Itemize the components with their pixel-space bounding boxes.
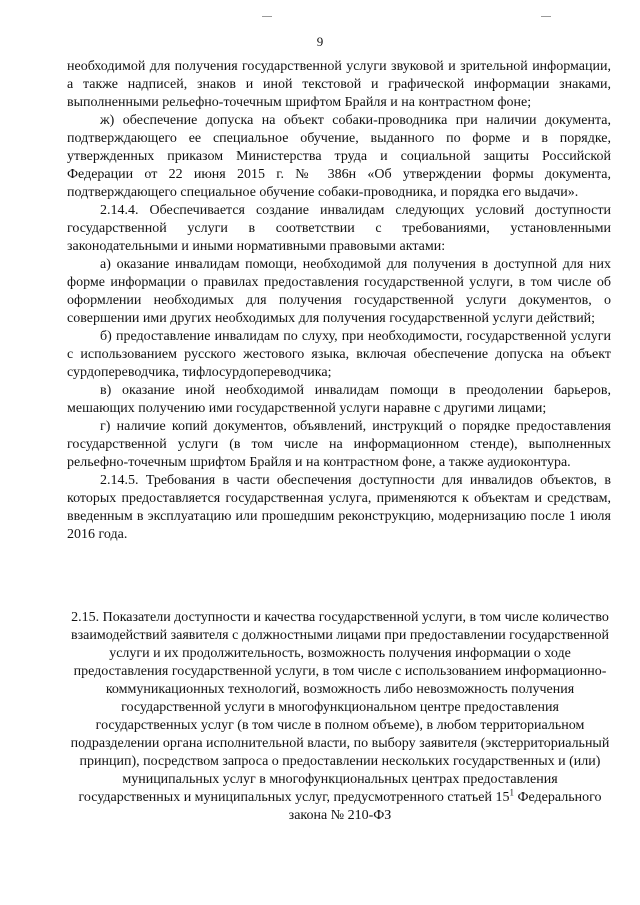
- scan-artifact: [541, 16, 551, 17]
- paragraph: необходимой для получения государственной услуги звуковой и зрительной информации, а также надписей, знаков и иной текстовой и графической информации знаками, выполненными рельефно-точечным шрифтом Брайля и на контрастном фоне;: [67, 59, 611, 110]
- page-number: 9: [316, 34, 324, 49]
- paragraph: 2.14.4. Обеспечивается создание инвалидам следующих условий доступности государственной услуги в соответствии с требованиями, установленными законодательными и иными нормативными правовыми актами:: [67, 203, 611, 254]
- section-heading-superscript: 1: [509, 787, 514, 798]
- body-text: [67, 58, 611, 544]
- paragraph: 2.14.5. Требования в части обеспечения доступности для инвалидов объектов, в которых предоставляется государственная услуга, применяются к объектам и средствам, введенным в эксплуатацию или прошедшим реконструкцию, модернизацию после 1 июля 2016 года.: [67, 473, 611, 542]
- scan-artifact: [262, 16, 272, 17]
- paragraph: а) оказание инвалидам помощи, необходимой для получения в доступной для них форме информации о правилах предоставления государственной услуги, в том числе об оформлении необходимых для получения государственной услуги документов, о совершении ими других необходимых для получения государственной услуги действий;: [67, 257, 611, 326]
- paragraph: в) оказание иной необходимой инвалидам помощи в преодолении барьеров, мешающих получению ими государственной услуги наравне с другими лицами;: [67, 383, 611, 416]
- section-heading-text: 2.15. Показатели доступности и качества государственной услуги, в том числе количество взаимодействий заявителя с должностными лицами при предоставлении государственной услуги и их продолжительность, возможность получения информации о ходе предоставления государственной услуги, в том числе с использованием информационно-коммуникационных технологий, возможность либо невозможность получения государственной услуги в многофункциональном центре предоставления государственных услуг (в том числе в полном объеме), в любом территориальном подразделении органа исполнительной власти, по выбору заявителя (экстерриториальный принцип), посредством запроса о предоставлении нескольких государственных и (или) муниципальных услуг в многофункциональных центрах предоставления государственных и муниципальных услуг, предусмотренного статьей 15: [70, 610, 610, 805]
- section-heading: [70, 609, 610, 825]
- paragraph: б) предоставление инвалидам по слуху, при необходимости, государственной услуги с использованием русского жестового языка, включая обеспечение допуска на объект сурдопереводчика, тифлосурдопереводчика;: [67, 329, 611, 380]
- paragraph: ж) обеспечение допуска на объект собаки-проводника при наличии документа, подтверждающего ее специальное обучение, выданного по форме и в порядке, утвержденных приказом Министерства труда и социальной защиты Российской Федерации от 22 июня 2015 г. № 386н «Об утверждении формы документа, подтверждающего специальное обучение собаки-проводника, и порядка его выдачи».: [67, 113, 611, 200]
- paragraph: г) наличие копий документов, объявлений, инструкций о порядке предоставления государственной услуги (в том числе на информационном стенде), выполненных рельефно-точечным шрифтом Брайля и на контрастном фоне, а также аудиоконтура.: [67, 419, 611, 470]
- section-heading-text-end: Федерального закона № 210-ФЗ: [288, 790, 602, 823]
